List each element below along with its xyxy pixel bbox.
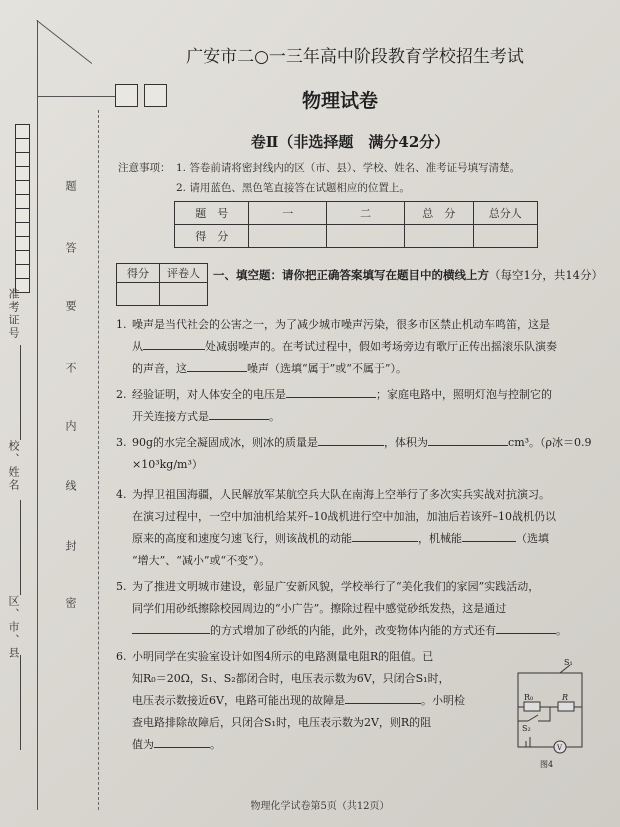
question-line: 小明同学在实验室设计如图4所示的电路测量电阻R的阻值。已 bbox=[132, 650, 434, 663]
district-label: 区、市、县 bbox=[7, 595, 20, 660]
question-text: （选填 bbox=[516, 532, 549, 545]
label-v: V bbox=[557, 744, 563, 752]
answer-blank[interactable] bbox=[286, 385, 376, 398]
answer-blank[interactable] bbox=[462, 529, 516, 542]
question-number: 4. bbox=[116, 488, 127, 501]
battery bbox=[526, 737, 530, 747]
question-line: ×10³kg/m³） bbox=[132, 458, 203, 471]
grader-box bbox=[116, 263, 208, 306]
answer-blank[interactable] bbox=[318, 433, 384, 446]
exam-id-box[interactable] bbox=[15, 152, 30, 167]
score-table-header: 总分人 bbox=[473, 202, 537, 225]
label-r: R bbox=[562, 693, 569, 702]
score-row-label: 得 分 bbox=[175, 225, 249, 248]
exam-id-box[interactable] bbox=[15, 166, 30, 181]
seal-char: 内 bbox=[64, 420, 77, 433]
section1-title: 一、填空题：请你把正确答案填写在题目中的横线上方 bbox=[213, 268, 489, 282]
grader-score-cell[interactable] bbox=[117, 283, 160, 306]
page-footer: 物理化学试卷第5页（共12页） bbox=[250, 801, 390, 812]
question-number: 6. bbox=[116, 650, 127, 663]
question-text: ，机械能 bbox=[418, 532, 462, 545]
note-item: 1. 答卷前请将密封线内的区（市、县）、学校、姓名、准考证号填写清楚。 bbox=[176, 162, 521, 174]
exam-id-line bbox=[20, 345, 21, 440]
section1-heading bbox=[213, 266, 608, 284]
question-3 bbox=[116, 432, 611, 476]
seal-char: 线 bbox=[64, 480, 77, 493]
exam-id-box[interactable] bbox=[15, 264, 30, 279]
question-text: 。 bbox=[269, 410, 280, 423]
exam-id-box[interactable] bbox=[15, 222, 30, 237]
answer-blank[interactable] bbox=[209, 407, 269, 420]
question-number: 2. bbox=[116, 388, 127, 401]
seal-char: 要 bbox=[64, 300, 77, 313]
question-text: 。 bbox=[556, 624, 567, 637]
circuit-diagram bbox=[510, 655, 590, 785]
question-line: 为了推进文明城市建设，彰显广安新风貌，学校举行了“美化我们的家园”实践活动， bbox=[132, 580, 540, 593]
score-table-header: 总 分 bbox=[404, 202, 473, 225]
grader-name-header: 评卷人 bbox=[160, 264, 208, 283]
exam-id-box[interactable] bbox=[15, 250, 30, 265]
exam-id-box[interactable] bbox=[15, 236, 30, 251]
exam-id-box[interactable] bbox=[15, 138, 30, 153]
score-cell[interactable] bbox=[404, 225, 473, 248]
answer-blank[interactable] bbox=[143, 337, 205, 350]
answer-blank[interactable] bbox=[132, 621, 210, 634]
question-number: 1. bbox=[116, 318, 127, 331]
binding-hline bbox=[37, 96, 115, 97]
answer-blank[interactable] bbox=[352, 529, 418, 542]
label-s2: S₂ bbox=[522, 724, 531, 733]
district-line bbox=[20, 655, 21, 750]
resistor-r bbox=[558, 702, 574, 711]
paper-subtitle: 物理试卷 bbox=[301, 90, 378, 112]
school-name-label: 校、姓名 bbox=[7, 440, 20, 492]
question-2 bbox=[116, 384, 611, 428]
question-text: 值为 bbox=[132, 738, 154, 751]
question-text: 90g的水完全凝固成冰，则冰的质量是 bbox=[132, 436, 319, 449]
question-text: 开关连接方式是 bbox=[132, 410, 209, 423]
question-text: 从 bbox=[132, 340, 143, 353]
binding-line-outer bbox=[37, 20, 38, 810]
question-line: 查电路排除故障后，只闭合S₁时，电压表示数为2V，则R的阻 bbox=[132, 716, 432, 729]
question-text: 处减弱噪声的。在考试过程中，假如考场旁边有歌厅正传出摇滚乐队演奏 bbox=[205, 340, 557, 353]
note-item: 2. 请用蓝色、黑色笔直接答在试题相应的位置上。 bbox=[176, 182, 410, 194]
answer-blank[interactable] bbox=[187, 359, 247, 372]
question-text: 的声音，这 bbox=[132, 362, 187, 375]
question-text: 噪声（选填“属于”或“不属于”）。 bbox=[247, 362, 407, 375]
question-text: 的方式增加了砂纸的内能，此外，改变物体内能的方式还有 bbox=[210, 624, 496, 637]
question-line: 同学们用砂纸擦除校园周边的“小广告”。擦除过程中感觉砂纸发热，这是通过 bbox=[132, 602, 507, 615]
question-line: 知R₀＝20Ω，S₁、S₂都闭合时，电压表示数为6V，只闭合S₁时， bbox=[132, 672, 450, 685]
score-cell[interactable] bbox=[473, 225, 537, 248]
score-table-header: 二 bbox=[327, 202, 405, 225]
switch-s2-lever bbox=[528, 715, 538, 721]
exam-id-box[interactable] bbox=[15, 124, 30, 139]
question-line: “增大”、“减小”或“不变”）。 bbox=[132, 554, 271, 567]
answer-blank[interactable] bbox=[428, 433, 508, 446]
question-text: 电压表示数接近6V，电路可能出现的故障是 bbox=[132, 694, 345, 707]
exam-id-label: 准考证号 bbox=[7, 288, 20, 340]
seal-char: 题 bbox=[64, 180, 77, 193]
exam-id-box[interactable] bbox=[15, 194, 30, 209]
question-text: 经验证明，对人体安全的电压是 bbox=[132, 388, 286, 401]
seat-number-box-2[interactable] bbox=[144, 84, 167, 107]
seal-char: 不 bbox=[64, 362, 77, 375]
answer-blank[interactable] bbox=[345, 691, 421, 704]
notes-label: 注意事项： bbox=[118, 162, 171, 174]
exam-id-box[interactable] bbox=[15, 180, 30, 195]
answer-blank[interactable] bbox=[154, 735, 210, 748]
question-text: 。小明检 bbox=[420, 694, 465, 707]
question-6 bbox=[116, 646, 511, 756]
seat-number-box-1[interactable] bbox=[115, 84, 138, 107]
question-line: 噪声是当代社会的公害之一，为了减少城市噪声污染，很多市区禁止机动车鸣笛，这是 bbox=[132, 318, 550, 331]
grader-name-cell[interactable] bbox=[160, 283, 208, 306]
score-cell[interactable] bbox=[249, 225, 327, 248]
question-number: 5. bbox=[116, 580, 127, 593]
answer-blank[interactable] bbox=[496, 621, 556, 634]
figure-caption: 图4 bbox=[540, 760, 554, 769]
school-name-line bbox=[20, 500, 21, 595]
question-text: ，体积为 bbox=[384, 436, 429, 449]
section1-note: （每空1分，共14分） bbox=[489, 268, 603, 282]
label-r0: R₀ bbox=[524, 693, 534, 702]
exam-id-box[interactable] bbox=[15, 208, 30, 223]
exam-title: 广安市二○一三年高中阶段教育学校招生考试 bbox=[186, 47, 524, 67]
question-1 bbox=[116, 314, 611, 380]
question-5 bbox=[116, 576, 611, 642]
seal-char: 密 bbox=[64, 597, 77, 610]
question-text: ；家庭电路中，照明灯泡与控制它的 bbox=[376, 388, 552, 401]
question-line: 为捍卫祖国海疆，人民解放军某航空兵大队在南海上空举行了多次实兵实战对抗演习。 bbox=[132, 488, 550, 501]
question-number: 3. bbox=[116, 436, 127, 449]
score-table-header: 题 号 bbox=[175, 202, 249, 225]
resistor-r0 bbox=[524, 702, 540, 711]
label-s1: S₁ bbox=[564, 658, 573, 667]
score-cell[interactable] bbox=[327, 225, 405, 248]
seal-char: 封 bbox=[64, 540, 77, 553]
grader-score-header: 得分 bbox=[117, 264, 160, 283]
question-text: cm³。（ρ冰＝0.9 bbox=[508, 436, 592, 449]
seal-char: 答 bbox=[64, 242, 77, 255]
score-table bbox=[174, 201, 538, 248]
score-table-header: 一 bbox=[249, 202, 327, 225]
part-heading: 卷Ⅱ（非选择题 满分42分） bbox=[250, 133, 450, 151]
question-4 bbox=[116, 484, 611, 572]
question-line: 在演习过程中，一空中加油机给某歼–10战机进行空中加油，加油后若该歼–10战机仍以 bbox=[132, 510, 556, 523]
seal-line bbox=[98, 110, 99, 810]
question-text: 原来的高度和速度匀速飞行，则该战机的动能 bbox=[132, 532, 352, 545]
question-text: 。 bbox=[210, 738, 221, 751]
binding-diagonal bbox=[36, 20, 92, 64]
